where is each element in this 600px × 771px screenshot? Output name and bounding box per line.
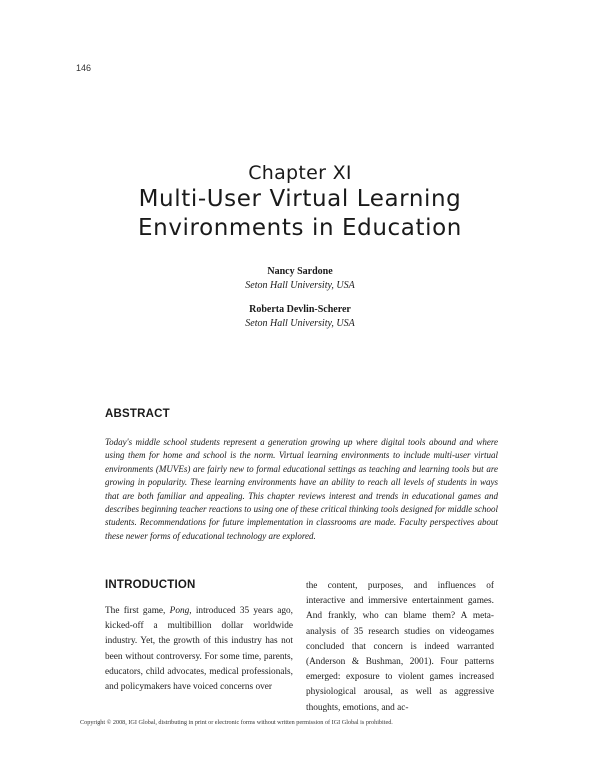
chapter-title-line-2: Environments in Education [138, 215, 462, 241]
game-title-pong: Pong [169, 606, 190, 616]
copyright-footer: Copyright © 2008, IGI Global, distributing in print or electronic forms without written permission of IGI Global is prohibited. [80, 719, 393, 726]
page-number: 146 [76, 63, 92, 73]
intro-text-continued: , introduced 35 years ago, kicked-off a multibillion dollar worldwide industry. Yet, the growth of this industry has not been without controversy. For some time, parents, educators, child advocates, medical professionals, and policymakers have voiced concerns over [105, 606, 293, 693]
introduction-column-left [105, 604, 293, 695]
author-affiliation: Seton Hall University, USA [245, 280, 355, 291]
author-name: Roberta Devlin-Scherer [249, 304, 351, 315]
author-block [0, 265, 600, 293]
chapter-title-line-1: Multi-User Virtual Learning [138, 186, 462, 212]
introduction-heading: INTRODUCTION [105, 579, 196, 591]
chapter-label: Chapter XI [248, 162, 352, 184]
introduction-column-right: the content, purposes, and influences of interactive and immersive entertainment games. And frankly, who can blame them? A meta-analysis of 35 research studies on videogames concluded that concern is indeed warranted (Anderson & Bushman, 2001). Four patterns emerged: exposure to violent games increased physiological arousal, as well as aggressive thoughts, emotions, and ac- [306, 581, 494, 713]
abstract-text: Today's middle school students represent a generation growing up where digital tools abound and where using them for home and school is the norm. Virtual learning environments to include multi-user virtual environments (MUVEs) are fairly new to formal educational settings as teaching and learning tools but are growing in popularity. These learning environments have an ability to reach all levels of students in ways that are both familiar and appealing. This chapter reviews interest and trends in educational games and describes beginning teacher reactions to using one of these critical thinking tools designed for middle school students. Recommendations for future implementation in classrooms are made. Faculty perspectives about these newer forms of educational technology are explored. [105, 437, 498, 541]
author-affiliation: Seton Hall University, USA [245, 318, 355, 329]
abstract-heading: ABSTRACT [105, 408, 170, 420]
author-name: Nancy Sardone [267, 266, 333, 277]
intro-text-start: The first game, [105, 606, 166, 616]
chapter-title [40, 185, 560, 243]
author-block [0, 303, 600, 331]
